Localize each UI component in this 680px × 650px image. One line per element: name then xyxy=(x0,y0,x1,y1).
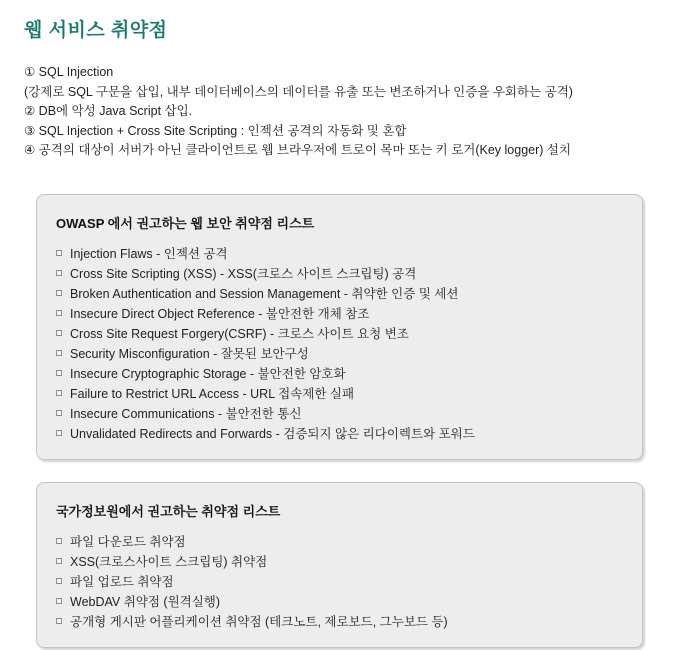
list-item xyxy=(56,424,622,444)
list-item-text: Insecure Communications - 불안전한 통신 xyxy=(70,406,302,421)
list-item xyxy=(56,284,622,304)
intro-line-5: ④ 공격의 대상이 서버가 아닌 클라이언트로 웹 브라우저에 트로이 목마 또는 키 로거(Key logger) 설치 xyxy=(24,143,572,157)
list-item xyxy=(56,592,622,612)
list-item-text: 공개형 게시판 어플리케이션 취약점 (테크노트, 제로보드, 그누보드 등) xyxy=(70,614,448,629)
square-bullet-icon xyxy=(56,390,62,396)
list-item-text: Cross Site Request Forgery(CSRF) - 크로스 사이트 요청 변조 xyxy=(70,326,409,341)
list-item xyxy=(56,532,622,552)
owasp-panel-title: OWASP 에서 권고하는 웹 보안 취약점 리스트 xyxy=(56,215,315,231)
list-item xyxy=(56,324,622,344)
list-item-text: WebDAV 취약점 (원격실행) xyxy=(70,594,221,609)
list-item-text: Security Misconfiguration - 잘못된 보안구성 xyxy=(70,346,309,361)
square-bullet-icon xyxy=(56,430,62,436)
square-bullet-icon xyxy=(56,578,62,584)
list-item xyxy=(56,572,622,592)
square-bullet-icon xyxy=(56,370,62,376)
square-bullet-icon xyxy=(56,350,62,356)
nis-panel-title: 국가정보원에서 권고하는 취약점 리스트 xyxy=(56,503,281,519)
square-bullet-icon xyxy=(56,538,62,544)
list-item-text: Broken Authentication and Session Management - 취약한 인증 및 세션 xyxy=(70,286,459,301)
list-item xyxy=(56,344,622,364)
intro-list xyxy=(24,63,680,161)
square-bullet-icon xyxy=(56,290,62,296)
list-item-text: XSS(크로스사이트 스크립팅) 취약점 xyxy=(70,554,268,569)
square-bullet-icon xyxy=(56,558,62,564)
list-item-text: Failure to Restrict URL Access - URL 접속제한 실패 xyxy=(70,386,355,401)
intro-line-4: ③ SQL Injection + Cross Site Scripting : 인젝션 공격의 자동화 및 혼합 xyxy=(24,123,407,138)
square-bullet-icon xyxy=(56,410,62,416)
square-bullet-icon xyxy=(56,330,62,336)
owasp-vulnerability-list xyxy=(56,244,622,444)
list-item xyxy=(56,384,622,404)
list-item-text: Insecure Direct Object Reference - 불안전한 개체 참조 xyxy=(70,306,370,321)
intro-line-2: (강제로 SQL 구문을 삽입, 내부 데이터베이스의 데이터를 유출 또는 변조하거나 인증을 우회하는 공격) xyxy=(24,84,573,99)
square-bullet-icon xyxy=(56,598,62,604)
list-item xyxy=(56,552,622,572)
list-item-text: 파일 다운로드 취약점 xyxy=(70,534,186,549)
list-item xyxy=(56,404,622,424)
page-title: 웹 서비스 취약점 xyxy=(24,20,168,41)
list-item-text: Cross Site Scripting (XSS) - XSS(크로스 사이트 스크립팅) 공격 xyxy=(70,266,417,281)
nis-vulnerability-panel xyxy=(36,482,643,648)
list-item xyxy=(56,304,622,324)
list-item-text: Insecure Cryptographic Storage - 불안전한 암호화 xyxy=(70,366,346,381)
list-item xyxy=(56,244,622,264)
list-item-text: Unvalidated Redirects and Forwards - 검증되지 않은 리다이렉트와 포워드 xyxy=(70,426,475,441)
intro-line-1: ① SQL Injection xyxy=(24,65,114,79)
square-bullet-icon xyxy=(56,618,62,624)
list-item xyxy=(56,264,622,284)
list-item xyxy=(56,364,622,384)
list-item-text: 파일 업로드 취약점 xyxy=(70,574,174,589)
intro-line-3: ② DB에 악성 Java Script 삽입. xyxy=(24,104,193,118)
square-bullet-icon xyxy=(56,310,62,316)
nis-vulnerability-list xyxy=(56,532,622,632)
square-bullet-icon xyxy=(56,250,62,256)
list-item-text: Injection Flaws - 인젝션 공격 xyxy=(70,246,228,261)
owasp-vulnerability-panel xyxy=(36,194,643,460)
list-item xyxy=(56,612,622,632)
square-bullet-icon xyxy=(56,270,62,276)
